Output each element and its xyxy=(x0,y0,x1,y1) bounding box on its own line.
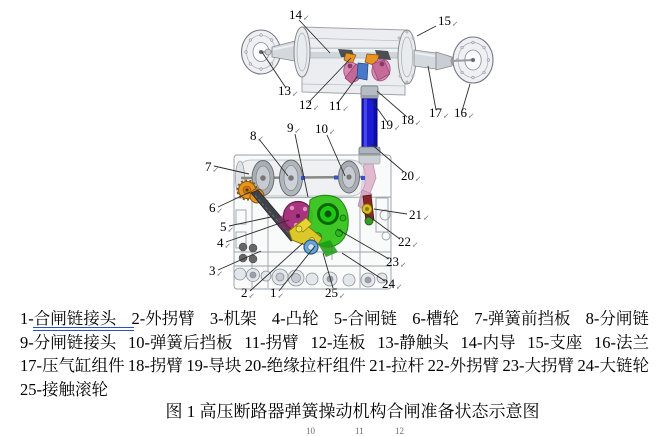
operating-mechanism xyxy=(234,155,391,289)
part-label-23: 23↙ xyxy=(386,254,407,269)
part-label-10: 10↙ xyxy=(315,121,336,136)
part-label-19: 19↙ xyxy=(380,117,401,132)
clipped-text-fragments xyxy=(0,426,667,436)
part-label-13: 13↙ xyxy=(278,83,299,98)
legend-item: 9-分闸链接头 xyxy=(20,332,117,352)
leader-line-17 xyxy=(428,66,436,110)
part-label-1: 1↙ xyxy=(270,285,284,300)
part-label-12: 12↙ xyxy=(299,97,320,112)
part-label-11: 11↙ xyxy=(329,98,349,113)
legend-item: 19-导块 xyxy=(186,356,242,375)
legend-item: 15-支座 xyxy=(527,332,583,352)
legend-item: 22-外拐臂 xyxy=(427,356,500,375)
legend-item: 10-弹簧后挡板 xyxy=(128,332,233,352)
legend-item: 1-合闸链接头 xyxy=(20,309,117,328)
inner-lever-blue xyxy=(357,63,368,80)
part-label-6: 6↙ xyxy=(209,200,223,215)
legend-item: 6-槽轮 xyxy=(412,309,460,328)
part-label-20: 20↙ xyxy=(401,168,422,183)
part-label-8: 8↙ xyxy=(250,128,264,143)
legend-item: 13-静触头 xyxy=(377,332,449,352)
part-label-17: 17↙ xyxy=(429,105,450,120)
legend-item: 8-分闸链 xyxy=(585,309,649,328)
legend-item: 21-拉杆 xyxy=(369,356,425,375)
legend-item: 20-绝缘拉杆组件 xyxy=(244,356,366,375)
legend-item: 7-弹簧前挡板 xyxy=(474,309,571,328)
part-label-18: 18↙ xyxy=(401,112,422,127)
part-label-7: 7↙ xyxy=(205,159,219,174)
leader-line-15 xyxy=(417,26,436,36)
legend-line xyxy=(20,378,649,402)
legend-item: 24-大链轮 xyxy=(577,356,649,375)
part-label-24: 24↙ xyxy=(382,276,403,291)
legend-item: 11-拐臂 xyxy=(244,332,299,352)
part-label-4: 4↙ xyxy=(217,235,231,250)
legend-item: 16-法兰 xyxy=(594,332,649,352)
legend-item: 3-机架 xyxy=(209,309,257,328)
part-label-22: 22↙ xyxy=(398,234,419,249)
legend-text xyxy=(20,307,649,401)
part-label-14: 14↙ xyxy=(289,7,310,22)
part-label-21: 21↙ xyxy=(409,207,430,222)
clipped-superscript: 10 xyxy=(306,426,315,436)
part-label-25: 25↙ xyxy=(325,285,346,300)
mechanism-housing xyxy=(294,27,416,95)
legend-item: 18-拐臂 xyxy=(127,356,183,375)
legend-item: 2-外拐臂 xyxy=(131,309,195,328)
legend-line xyxy=(20,331,649,355)
clipped-superscript: 11 xyxy=(355,426,364,436)
part-label-16: 16↙ xyxy=(454,105,475,120)
legend-item: 17-压气缸组件 xyxy=(20,356,125,375)
grammar-underline xyxy=(33,327,134,332)
part-label-15: 15↙ xyxy=(438,13,459,28)
legend-item: 4-凸轮 xyxy=(271,309,319,328)
legend-item: 25-接触滚轮 xyxy=(20,379,108,399)
part-label-2: 2↙ xyxy=(241,285,255,300)
contact-roller-blue xyxy=(304,240,318,254)
clipped-superscript: 12 xyxy=(395,426,404,436)
legend-line xyxy=(20,354,649,378)
legend-item: 14-内导 xyxy=(460,332,516,352)
legend-item: 23-大拐臂 xyxy=(502,356,575,375)
flange-disc-right xyxy=(452,37,493,83)
part-label-9: 9↙ xyxy=(287,120,301,135)
part-label-5: 5↙ xyxy=(220,219,234,234)
figure-caption: 图 1 高压断路器弹簧操动机构合闸准备状态示意图 xyxy=(165,402,540,421)
legend-item: 12-连板 xyxy=(310,332,366,352)
part-label-3: 3↙ xyxy=(209,263,223,278)
legend-item: 5-合闸链 xyxy=(333,309,398,328)
